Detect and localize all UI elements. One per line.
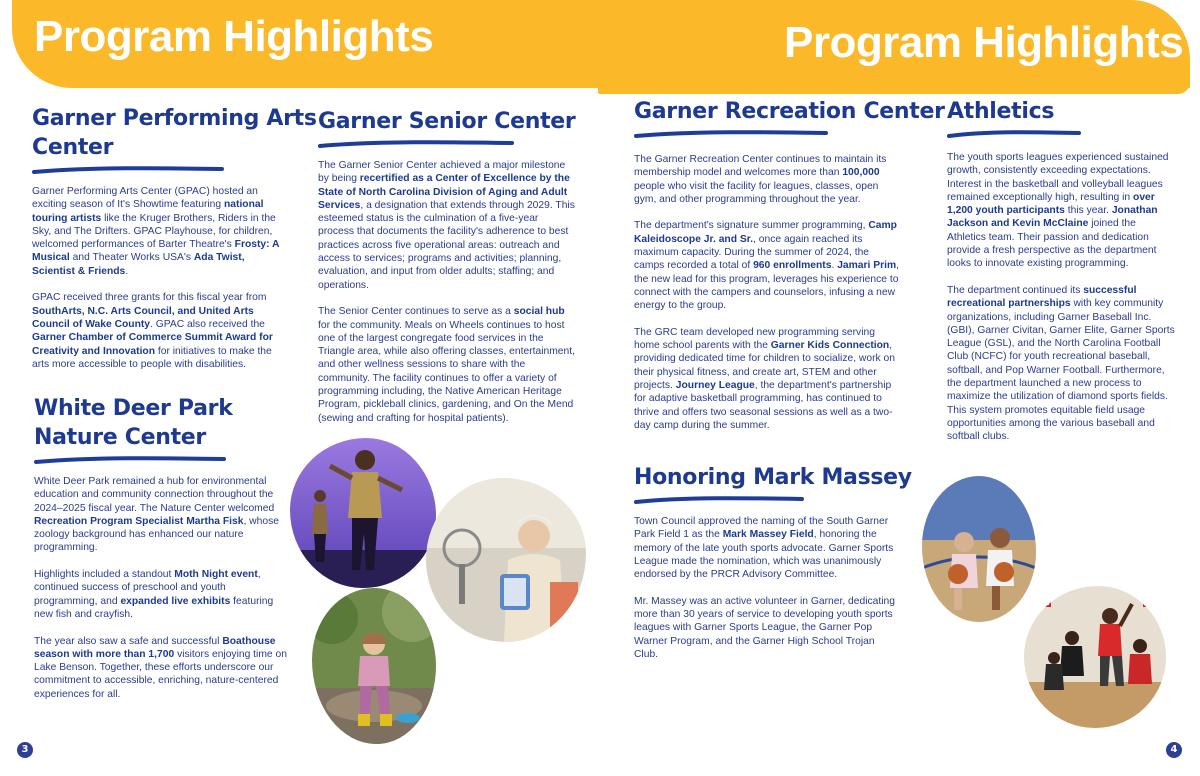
page-title-right: Program Highlights	[784, 18, 1184, 67]
boys-basketball-photo	[1024, 586, 1166, 728]
white-deer-underline	[34, 456, 226, 465]
massey-body	[634, 515, 896, 661]
white-deer-paragraph-1: White Deer Park remained a hub for environmental education and community connection throughout the 2024–2025 fiscal year. The Nature Center welcomed Recreation Program Specialist Martha Fisk, whose zoology background has enhanced our nature programming.	[34, 476, 279, 554]
senior-paragraph-2: The Senior Center continues to serve as a social hub for the community. Meals on Wheels continues to host one of the largest congregate food services in the Triangle area, while also offering classes, entertainment, and other wellness sessions to share with the community. The facility continues to offer a variety of programming including, the Native American Heritage Program, pickleball clinics, gardening, and On the Mend (sewing and crafting for hospital patients).	[318, 306, 575, 424]
page-number-left: 3	[17, 742, 33, 758]
athletics-paragraph-1: The youth sports leagues experienced sustained growth, consistently exceeding expectations. Interest in the basketball and volleyball leagues remained exceptionally high, resulting in over 1,200 youth participants this year. Jonathan Jackson and Kevin McClaine joined the Athletics team. Their passion and dedication provide a fresh perspective as the department looks to innovate existing programming.	[947, 152, 1169, 270]
athletics-underline	[947, 130, 1081, 139]
athletics-section	[947, 97, 1175, 444]
senior-woman-photo	[426, 478, 586, 642]
gpac-paragraph-1: Garner Performing Arts Center (GPAC) hosted an exciting season of It's Showtime featuring national touring artists like the Kruger Brothers, Riders in the Sky, and The Drifters. GPAC Playhouse, for children, welcomed performances of Barter Theatre's Frosty: A Musical and Theater Works USA's Ada Twist, Scientist & Friends.	[32, 186, 280, 277]
massey-paragraph-1: Town Council approved the naming of the South Garner Park Field 1 as the Mark Massey Field, honoring the memory of the late youth sports advocate. Garner Sports League made the nomination, which was unanimously endorsed by the PRCR Advisory Committee.	[634, 516, 894, 581]
senior-paragraph-1: The Garner Senior Center achieved a major milestone by being recertified as a Center of Excellence by the State of North Carolina Division of Aging and Adult Services, a designation that extends through 2029. This esteemed status is the culmination of a five-year process that documents the facility's adherence to best practices across five operational areas: outreach and access to services; programs and activities; planning, evaluation, and input from older adults; staffing; and operations.	[318, 160, 575, 291]
recreation-underline	[634, 130, 828, 139]
athletics-heading: Athletics	[947, 99, 1055, 124]
recreation-paragraph-2: The department's signature summer programming, Camp Kaleidoscope Jr. and Sr., once again reached its maximum capacity. During the summer of 2024, the camps recorded a total of 960 enrollments. Jamari Prim, the new lead for this program, leverages his experience to connect with the campers and counselors, infusing a new energy to the group.	[634, 220, 900, 312]
white-deer-paragraph-2: Highlights included a standout Moth Night event, continued success of preschool and youth programming, and expanded live exhibits featuring new fish and crayfish.	[34, 569, 274, 620]
dancers-photo	[290, 438, 436, 588]
senior-heading: Garner Senior Center	[318, 109, 576, 134]
athletics-body	[947, 151, 1175, 444]
girls-basketball-photo	[922, 476, 1036, 622]
gpac-section	[32, 104, 317, 371]
page-number-right: 4	[1166, 742, 1182, 758]
massey-underline	[634, 496, 804, 505]
recreation-paragraph-1: The Garner Recreation Center continues to maintain its membership model and welcomes more than 100,000 people who visit the facility for leagues, classes, open gym, and other programming throughout the year.	[634, 154, 887, 205]
white-deer-paragraph-3: The year also saw a safe and successful Boathouse season with more than 1,700 visitors enjoying time on Lake Benson. Together, these efforts underscore our commitment to accessible, enriching, nature-centered experiences for all.	[34, 635, 287, 700]
gpac-body	[32, 185, 287, 371]
white-deer-heading: White Deer Park Nature Center	[34, 396, 233, 450]
white-deer-body	[34, 475, 290, 701]
massey-heading: Honoring Mark Massey	[634, 465, 912, 490]
senior-underline	[318, 140, 514, 149]
recreation-section	[634, 97, 945, 432]
senior-body	[318, 159, 576, 425]
gpac-heading: Garner Performing Arts Center	[32, 106, 317, 160]
recreation-body	[634, 153, 902, 432]
white-deer-section	[34, 394, 290, 701]
massey-section	[634, 463, 912, 661]
massey-paragraph-2: Mr. Massey was an active volunteer in Garner, dedicating more than 30 years of service to developing youth sports leagues with Garner Sports League, the Garner Pop Warner Program, and the Garner High School Trojan Club.	[634, 595, 895, 660]
recreation-paragraph-3: The GRC team developed new programming serving home school parents with the Garner Kids Connection, providing dedicated time for children to socialize, work on their physical fitness, and create art, STEM and other projects. Journey League, the department's partnership for adaptive basketball programming, has continued to thrive and offers two seasonal sessions as well as a two-day camp during the summer.	[634, 326, 895, 431]
athletics-paragraph-2: The department continued its successful recreational partnerships with key community organizations, including Garner Baseball Inc. (GBI), Garner Civitan, Garner Elite, Garner Sports League (GSL), and the North Carolina Football Club (NCFC) for youth recreational baseball, softball, and Pop Warner Football. Furthermore, the department launched a new process to maximize the utilization of diamond sports fields. This system promotes equitable field usage opportunities among the various baseball and softball clubs.	[947, 284, 1175, 443]
gpac-paragraph-2: GPAC received three grants for this fiscal year from SouthArts, N.C. Arts Council, and United Arts Council of Wake County. GPAC also received the Garner Chamber of Commerce Summit Award for Creativity and Innovation for initiatives to make the arts more accessible to people with disabilities.	[32, 292, 273, 370]
recreation-heading: Garner Recreation Center	[634, 99, 945, 124]
senior-section	[318, 107, 576, 425]
girl-on-rock-photo	[312, 588, 436, 744]
page-title-left: Program Highlights	[34, 12, 434, 61]
gpac-underline	[32, 166, 224, 175]
